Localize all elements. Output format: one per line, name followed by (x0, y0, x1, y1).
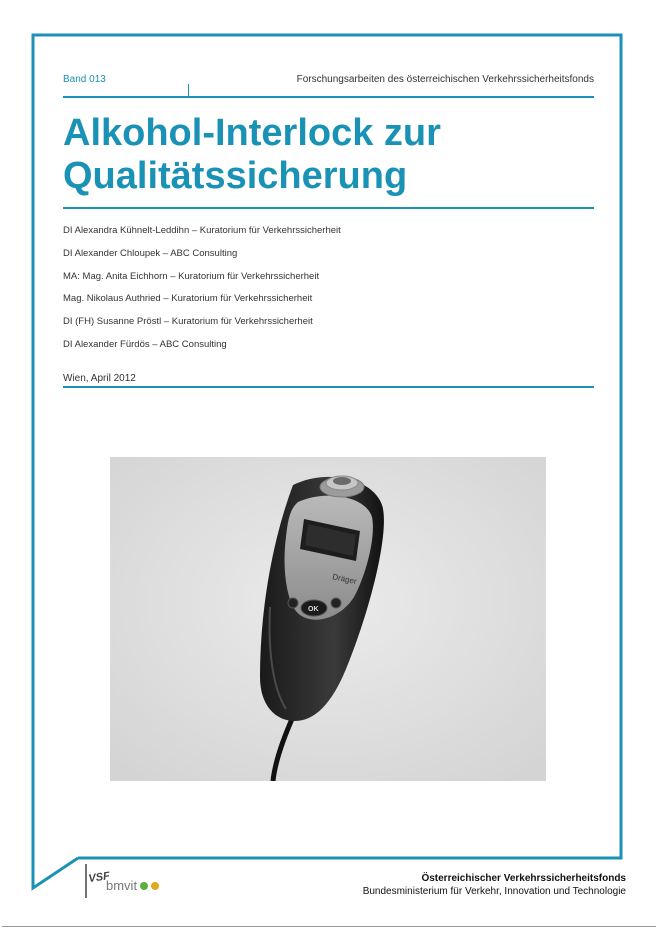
date-rule (63, 386, 594, 388)
publisher-block (363, 873, 626, 898)
header-divider (188, 84, 189, 96)
ok-button-label: OK (308, 606, 319, 613)
bmvit-logo-dot (151, 882, 159, 890)
author-item: MA: Mag. Anita Eichhorn – Kuratorium für Verkehrssicherheit (63, 270, 320, 282)
band-number: Band 013 (63, 74, 106, 85)
ministry-name: Bundesministerium für Verkehr, Innovation und Technologie (362, 885, 626, 897)
author-item: DI Alexandra Kühnelt-Leddihn – Kuratorium für Verkehrssicherheit (63, 225, 341, 236)
author-item: Mag. Nikolaus Authried – Kuratorium für Verkehrssicherheit (63, 293, 313, 305)
author-item: DI Alexander Chloupek – ABC Consulting (63, 247, 238, 259)
vsf-logo-text: VSF (87, 870, 111, 885)
title-line-2: Qualitätssicherung (63, 155, 408, 197)
header-rule (63, 96, 594, 98)
page-bottom-rule (2, 926, 656, 927)
bmvit-logo-dot (140, 882, 148, 890)
series-title: Forschungsarbeiten des österreichischen Verkehrssicherheitsfonds (296, 74, 594, 85)
title-line-1: Alkohol-Interlock zur (63, 112, 441, 154)
document-title (63, 112, 593, 198)
author-item: DI (FH) Susanne Pröstl – Kuratorium für Verkehrssicherheit (63, 316, 313, 328)
device-photo (110, 457, 546, 781)
title-rule (63, 207, 594, 209)
bmvit-logo-text: bmvit (106, 878, 138, 893)
author-list (63, 225, 341, 362)
device-brand-label: Dräger (331, 572, 358, 587)
breathalyzer-illustration (110, 457, 546, 781)
publication-date: Wien, April 2012 (63, 373, 136, 384)
author-item: DI Alexander Fürdös – ABC Consulting (63, 338, 227, 350)
vsf-bmvit-logo (82, 862, 162, 900)
publisher-name: Österreichischer Verkehrssicherheitsfonds (421, 873, 626, 884)
